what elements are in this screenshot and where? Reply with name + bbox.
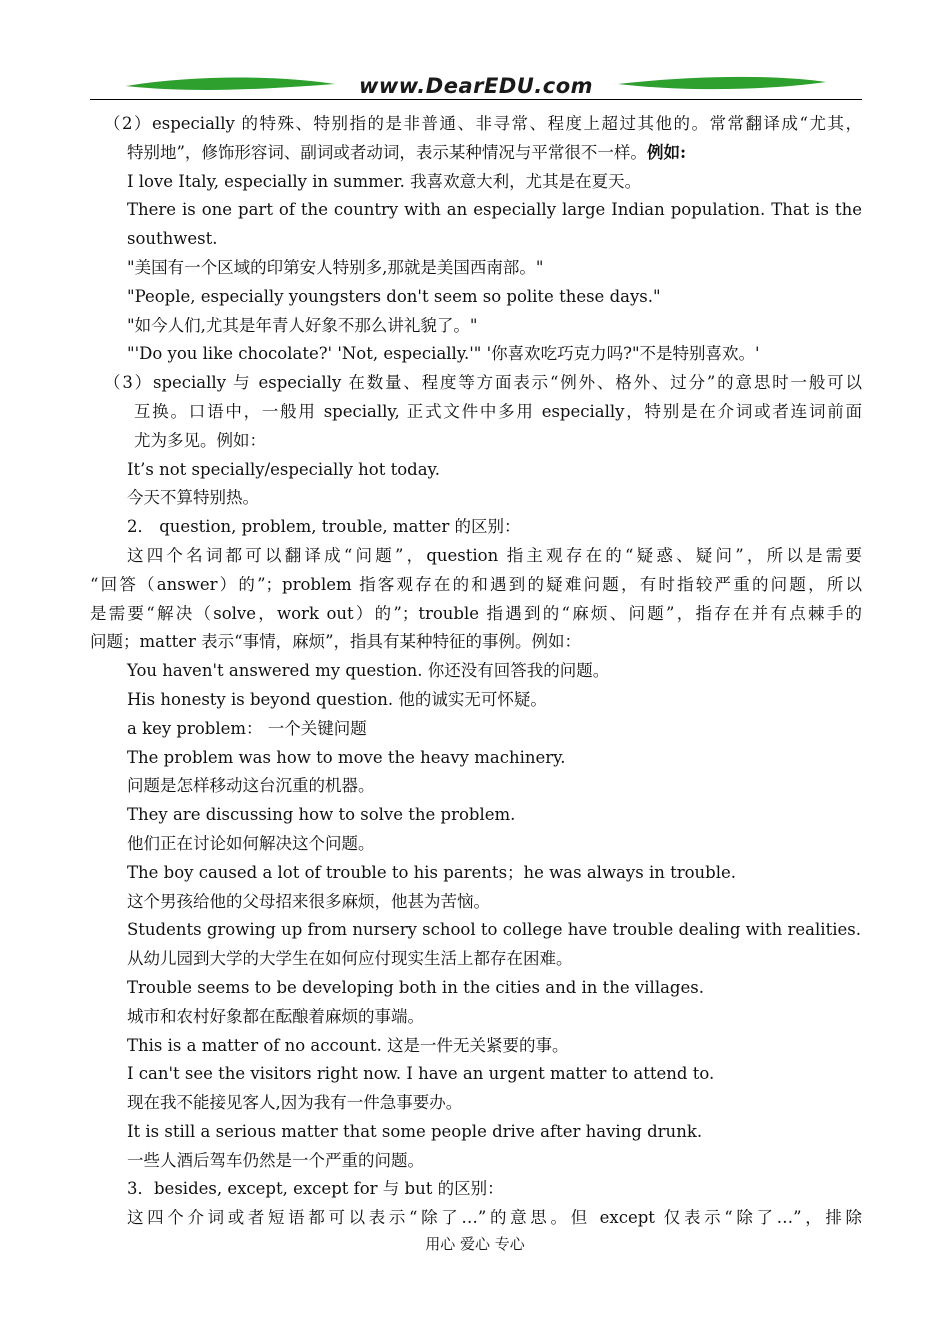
example-line: 他们正在讨论如何解决这个问题。 bbox=[127, 833, 375, 853]
example-line: 这个男孩给他的父母招来很多麻烦，他甚为苦恼。 bbox=[127, 891, 490, 911]
example-line: You haven't answered my question. 你还没有回答我的问题。 bbox=[127, 661, 610, 681]
example-line: The boy caused a lot of trouble to his parents；he was always in trouble. bbox=[127, 862, 737, 882]
example-label: 例如: bbox=[646, 142, 687, 162]
site-logo[interactable]: www.DearEDU.com bbox=[358, 74, 594, 98]
p2-line-1: （3）specially 与 especially 在数量、程度等方面表示“例外、格外、过分”的意思时一般可以 bbox=[104, 373, 862, 393]
p1-line-4: There is one part of the country with an especially large Indian population. That is the bbox=[127, 200, 862, 220]
example-line: The problem was how to move the heavy machinery. bbox=[127, 747, 566, 767]
example-line: 现在我不能接见客人,因为我有一件急事要办。 bbox=[127, 1093, 463, 1113]
example-line: 一些人酒后驾车仍然是一个严重的问题。 bbox=[127, 1150, 424, 1170]
s2-line-3: 是需要“解决（solve，work out）的”；trouble 指遇到的“麻烦、问题”，指存在并有点棘手的 bbox=[90, 603, 862, 623]
section-3-heading: 3．besides, except, except for 与 but 的区别： bbox=[127, 1179, 504, 1199]
p2-line-5: 今天不算特别热。 bbox=[127, 488, 259, 508]
example-line: They are discussing how to solve the problem. bbox=[127, 805, 516, 825]
example-line: 问题是怎样移动这台沉重的机器。 bbox=[127, 776, 375, 796]
example-line: His honesty is beyond question. 他的诚实无可怀疑。 bbox=[127, 689, 547, 709]
p1-line-7: "People, especially youngsters don't seem so polite these days." bbox=[127, 286, 661, 306]
example-line: a key problem： 一个关键问题 bbox=[127, 718, 367, 738]
section-2-heading: 2． question, problem, trouble, matter 的区别： bbox=[127, 517, 521, 537]
example-line: Students growing up from nursery school to college have trouble dealing with realities. bbox=[127, 920, 861, 940]
p1-line-6: "美国有一个区域的印第安人特别多,那就是美国西南部。" bbox=[127, 257, 544, 277]
p2-line-4: It’s not specially/especially hot today. bbox=[127, 459, 440, 479]
p1-line-8: "如今人们,尤其是年青人好象不那么讲礼貌了。" bbox=[127, 315, 478, 335]
page-footer: 用心 爱心 专心 bbox=[425, 1235, 525, 1253]
p2-line-3: 尤为多见。例如： bbox=[134, 430, 266, 450]
example-line: Trouble seems to be developing both in the cities and in the villages. bbox=[127, 977, 704, 997]
example-line: 从幼儿园到大学的大学生在如何应付现实生活上都存在困难。 bbox=[127, 949, 573, 969]
s3-line-1: 这四个介词或者短语都可以表示“除了…”的意思。但 except 仅表示“除了…”，排除 bbox=[127, 1208, 862, 1228]
document-body bbox=[90, 110, 862, 1233]
p1-line-2-text: 特别地”，修饰形容词、副词或者动词，表示某种情况与平常很不一样。 bbox=[127, 142, 647, 162]
example-line: This is a matter of no account. 这是一件无关紧要的事。 bbox=[127, 1035, 569, 1055]
s2-line-4: 问题；matter 表示“事情，麻烦”，指具有某种特征的事例。例如： bbox=[90, 632, 582, 652]
s2-line-2: “回答（answer）的”；problem 指客观存在的和遇到的疑难问题，有时指较严重的问题，所以 bbox=[90, 574, 862, 594]
p1-line-9: "'Do you like chocolate?' 'Not, especially.'" '你喜欢吃巧克力吗?"不是特别喜欢。' bbox=[127, 344, 760, 364]
p1-line-5: southwest. bbox=[127, 229, 218, 249]
example-line: 城市和农村好象都在酝酿着麻烦的事端。 bbox=[127, 1006, 424, 1026]
p1-line-3: I love Italy, especially in summer. 我喜欢意大利，尤其是在夏天。 bbox=[127, 171, 642, 191]
p1-line-2 bbox=[90, 139, 862, 168]
p2-line-2: 互换。口语中，一般用 specially, 正式文件中多用 especially，特别是在介词或者连词前面 bbox=[134, 401, 862, 421]
example-line: I can't see the visitors right now. I have an urgent matter to attend to. bbox=[127, 1064, 715, 1084]
header-divider bbox=[90, 99, 862, 100]
s2-line-1: 这四个名词都可以翻译成“问题”，question 指主观存在的“疑惑、疑问”，所以是需要 bbox=[127, 545, 862, 565]
example-line: It is still a serious matter that some people drive after having drunk. bbox=[127, 1121, 703, 1141]
p1-line-1: （2）especially 的特殊、特别指的是非普通、非寻常、程度上超过其他的。常常翻译成“尤其， bbox=[104, 114, 862, 133]
